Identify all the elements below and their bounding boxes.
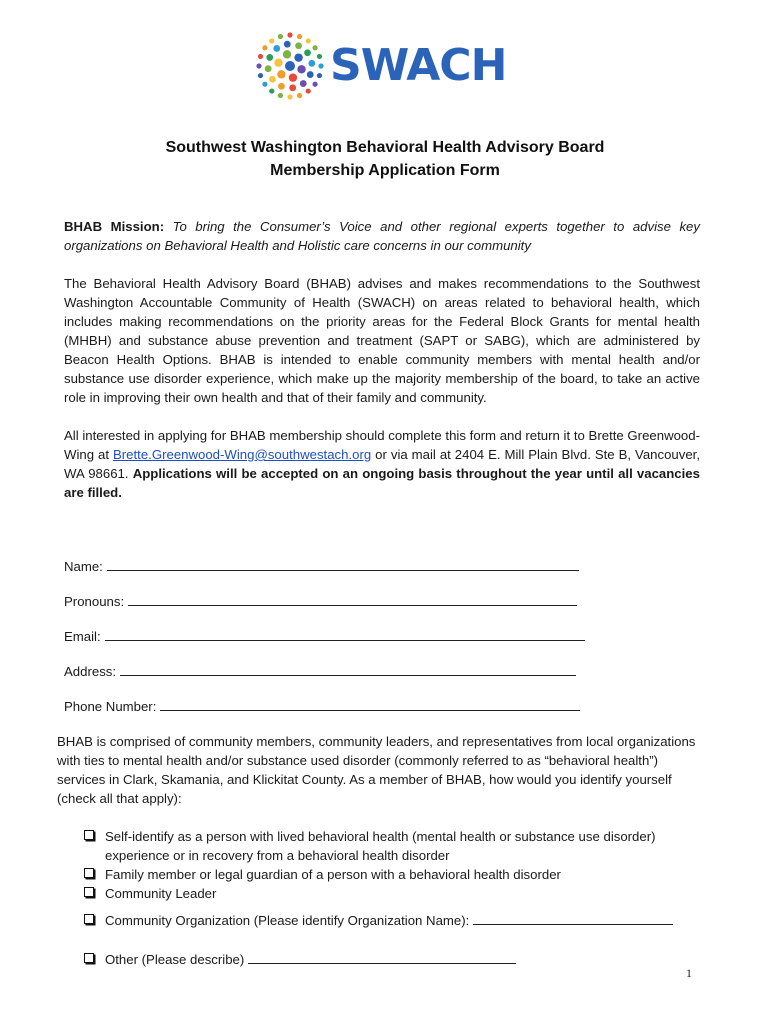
apply-text-before: All interested in applying for BHAB membership should complete this form and return it to Brette Greenwood-Wing at bbox=[64, 428, 700, 462]
checklist-label: Other (Please describe) bbox=[105, 952, 245, 967]
logo-dot bbox=[258, 73, 263, 78]
logo-dot bbox=[269, 76, 276, 83]
phone-number-label: Phone Number: bbox=[64, 699, 157, 714]
checklist-label: Community Organization (Please identify Organization Name): bbox=[105, 913, 470, 928]
name-label: Name: bbox=[64, 559, 103, 574]
logo-dot bbox=[284, 41, 291, 48]
logo-dot bbox=[269, 88, 274, 93]
logo-dot bbox=[262, 45, 267, 50]
logo-dot bbox=[297, 93, 302, 98]
apply-text-after: or via mail at 2404 E. Mill Plain Blvd. Ste B, Vancouver, WA 98661. bbox=[64, 447, 701, 481]
logo-center-dot bbox=[285, 61, 295, 71]
membership-description: BHAB is comprised of community members, community leaders, and representatives from local organizations with ties to mental health and/or substance used disorder (commonly referred to as “behavioral health”) services in Clark, Skamania, and Klickitat County. As a member of BHAB, how would you identify yourself (check all that apply): bbox=[57, 734, 696, 806]
form-title bbox=[0, 136, 770, 182]
pronouns-field[interactable] bbox=[64, 576, 604, 611]
mission-label: BHAB Mission: bbox=[64, 219, 165, 234]
pronouns-label: Pronouns: bbox=[64, 594, 125, 609]
applicant-fields bbox=[64, 541, 604, 716]
logo-dot bbox=[317, 73, 322, 78]
swach-wordmark: SWACH bbox=[330, 40, 507, 91]
logo-dot bbox=[283, 50, 291, 58]
logo-dot bbox=[304, 49, 311, 56]
logo-dot bbox=[274, 59, 282, 67]
logo-dot bbox=[269, 38, 274, 43]
address-label: Address: bbox=[64, 664, 117, 679]
checklist-label: Self-identify as a person with lived behavioral health (mental health or substance use disorder) experience or in recovery from a behavioral health disorder bbox=[105, 829, 656, 863]
logo-dot bbox=[278, 34, 283, 39]
checklist-label: Community Leader bbox=[105, 886, 217, 901]
logo-dot bbox=[289, 84, 296, 91]
logo-dot bbox=[308, 60, 315, 67]
apply-instructions bbox=[64, 426, 700, 502]
logo-dot bbox=[273, 45, 280, 52]
logo-dot bbox=[306, 38, 311, 43]
checkbox-icon[interactable] bbox=[84, 953, 94, 963]
swach-logo bbox=[254, 30, 514, 102]
logo-dot bbox=[278, 83, 285, 90]
logo-dot bbox=[295, 42, 302, 49]
checklist-text-wrap bbox=[105, 950, 704, 969]
checklist-item-family-member[interactable] bbox=[84, 865, 704, 884]
logo-dot bbox=[289, 73, 297, 81]
page-number: 1 bbox=[686, 966, 692, 980]
phone-number-input-line[interactable] bbox=[160, 696, 580, 711]
address-field[interactable] bbox=[64, 646, 604, 681]
identity-checklist bbox=[84, 827, 704, 969]
logo-dot bbox=[317, 54, 322, 59]
logo-dot bbox=[277, 70, 285, 78]
checkbox-icon[interactable] bbox=[84, 914, 94, 924]
organization-name-input-line[interactable] bbox=[473, 912, 673, 925]
name-input-line[interactable] bbox=[107, 556, 579, 571]
name-field[interactable] bbox=[64, 541, 604, 576]
about-paragraph: The Behavioral Health Advisory Board (BHAB) advises and makes recommendations to the Southwest Washington Accountable Community of Health (SWACH) on areas related to behavioral health, which includes making recommendations on the priority areas for the Federal Block Grants for mental health (MHBH) and substance abuse prevention and treatment (SAPT or SABG), which are administered by Beacon Health Options. BHAB is intended to enable community members with mental health and/or substance use disorder experience, which make up the majority membership of the board, to take an active role in improving their own health and that of their family and community. bbox=[64, 276, 700, 405]
contact-email-link[interactable]: Brette.Greenwood-Wing@southwestach.org bbox=[112, 447, 372, 462]
email-input-line[interactable] bbox=[105, 626, 585, 641]
logo-dot bbox=[262, 82, 267, 87]
logo-dot bbox=[294, 53, 302, 61]
logo-dot bbox=[256, 63, 261, 68]
checkbox-icon[interactable] bbox=[84, 830, 94, 840]
checklist-item-lived-experience[interactable] bbox=[84, 827, 704, 865]
logo-dot bbox=[312, 82, 317, 87]
checklist-item-community-leader[interactable] bbox=[84, 884, 704, 903]
email-field[interactable] bbox=[64, 611, 604, 646]
logo-dot bbox=[307, 71, 314, 78]
phone-number-field[interactable] bbox=[64, 681, 604, 716]
checklist-item-community-organization[interactable] bbox=[84, 911, 704, 930]
checklist-item-other[interactable] bbox=[84, 950, 704, 969]
logo-dot bbox=[318, 63, 323, 68]
mission-statement bbox=[64, 217, 700, 255]
apply-deadline-note: Applications will be accepted on an ongoing basis throughout the year until all vacancies are filled. bbox=[64, 466, 700, 500]
logo-dot bbox=[312, 45, 317, 50]
logo-dot bbox=[300, 80, 307, 87]
checklist-label: Family member or legal guardian of a person with a behavioral health disorder bbox=[105, 867, 561, 882]
checkbox-icon[interactable] bbox=[84, 868, 94, 878]
logo-dot bbox=[306, 88, 311, 93]
form-title-line-1: Southwest Washington Behavioral Health Advisory Board bbox=[165, 139, 605, 156]
logo-dot bbox=[258, 54, 263, 59]
logo-dot bbox=[287, 94, 292, 99]
logo-dot bbox=[265, 65, 272, 72]
other-description-input-line[interactable] bbox=[248, 951, 516, 964]
logo-dot bbox=[297, 34, 302, 39]
checkbox-icon[interactable] bbox=[84, 887, 94, 897]
logo-dot bbox=[266, 54, 273, 61]
checklist-text-wrap bbox=[105, 911, 704, 930]
logo-dot bbox=[278, 93, 283, 98]
mission-text: To bring the Consumer’s Voice and other regional experts together to advise key organizations on Behavioral Health and Holistic care concerns in our community bbox=[64, 219, 700, 253]
logo-dot bbox=[287, 32, 292, 37]
pronouns-input-line[interactable] bbox=[128, 591, 577, 606]
email-label: Email: bbox=[64, 629, 101, 644]
address-input-line[interactable] bbox=[120, 661, 576, 676]
logo-dot bbox=[297, 65, 305, 73]
swach-logo-mark-icon bbox=[254, 30, 326, 102]
form-title-line-2: Membership Application Form bbox=[270, 162, 500, 179]
